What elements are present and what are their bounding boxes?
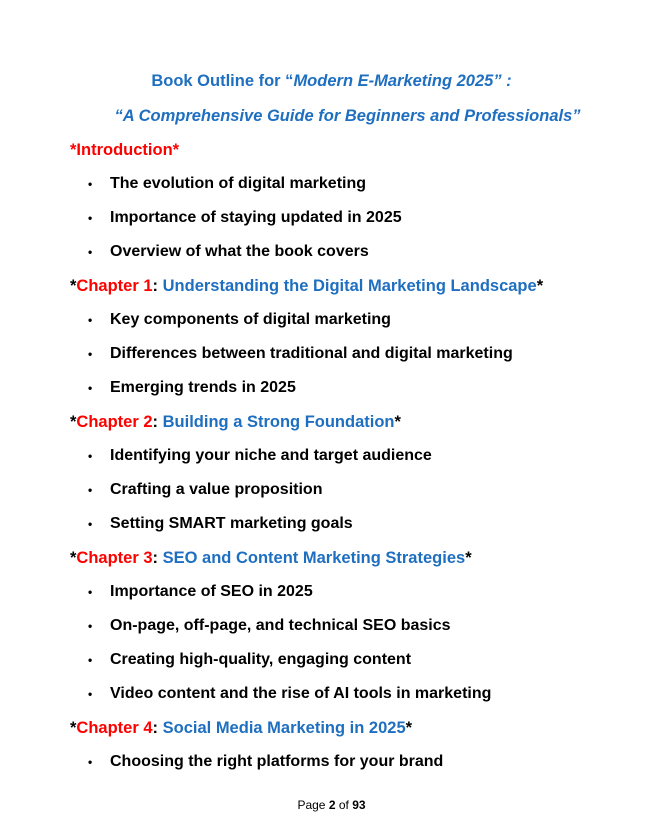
text-fragment: Chapter 2	[76, 413, 153, 431]
text-fragment: On-page, off-page, and technical SEO basics	[110, 617, 451, 634]
bullet-icon: •	[88, 312, 93, 327]
text-fragment: Creating high-quality, engaging content	[110, 651, 412, 668]
list-item	[88, 311, 391, 329]
book-subtitle: “A Comprehensive Guide for Beginners and Professionals”	[114, 107, 581, 125]
total-pages: 93	[352, 798, 366, 812]
text-fragment: :	[152, 719, 163, 737]
text-fragment: *	[70, 277, 77, 295]
section-heading-chapter-3	[70, 549, 472, 568]
text-fragment: *	[536, 277, 544, 295]
bullet-icon: •	[88, 584, 93, 599]
list-item	[88, 685, 491, 703]
text-fragment: Chapter 1	[76, 277, 153, 295]
bullet-icon: •	[88, 482, 93, 497]
list-item	[88, 243, 369, 261]
list-item	[88, 651, 411, 669]
list-item	[88, 175, 366, 193]
list-item	[88, 515, 353, 533]
bullet-icon: •	[88, 754, 93, 769]
text-fragment: Understanding the Digital Marketing Landscape	[162, 277, 537, 295]
list-item	[88, 447, 432, 465]
text-fragment: *	[394, 413, 401, 431]
bullet-icon: •	[88, 244, 93, 259]
title-prefix: Book Outline for “	[151, 72, 294, 90]
text-fragment: Chapter 3	[76, 549, 153, 567]
current-page: 2	[328, 798, 336, 812]
text-fragment: *	[405, 719, 413, 737]
section-heading-introduction: *Introduction*	[70, 141, 180, 159]
list-item	[88, 345, 513, 363]
text-fragment: Social Media Marketing in 2025	[162, 719, 406, 737]
text-fragment: Emerging trends in 2025	[110, 379, 296, 396]
text-fragment: Setting SMART marketing goals	[110, 515, 353, 532]
text-fragment: Choosing the right platforms for your brand	[110, 753, 444, 770]
text-fragment: Crafting a value proposition	[110, 481, 323, 498]
text-fragment: Video content and the rise of AI tools in marketing	[110, 685, 492, 702]
text-fragment: :	[152, 277, 163, 295]
section-heading-chapter-2	[70, 413, 401, 432]
bullet-icon: •	[88, 618, 93, 633]
text-fragment: Key components of digital marketing	[110, 311, 391, 328]
text-fragment: Identifying your niche and target audience	[110, 447, 432, 464]
text-fragment: Chapter 4	[76, 719, 153, 737]
list-item	[88, 481, 322, 499]
text-fragment: Importance of SEO in 2025	[110, 583, 313, 600]
list-item	[88, 617, 451, 635]
text-fragment: Page	[297, 798, 329, 812]
text-fragment: The evolution of digital marketing	[110, 175, 367, 192]
book-title: Modern E-Marketing 2025” :	[293, 72, 512, 90]
list-item	[88, 583, 313, 601]
text-fragment: *	[70, 413, 77, 431]
text-fragment: Building a Strong Foundation	[162, 413, 395, 431]
bullet-icon: •	[88, 176, 93, 191]
text-fragment: *	[70, 719, 77, 737]
bullet-icon: •	[88, 346, 93, 361]
section-heading-chapter-4	[70, 719, 412, 738]
bullet-icon: •	[88, 210, 93, 225]
list-item	[88, 753, 443, 771]
bullet-icon: •	[88, 380, 93, 395]
bullet-icon: •	[88, 448, 93, 463]
text-fragment: :	[152, 549, 163, 567]
bullet-icon: •	[88, 686, 93, 701]
text-fragment: Differences between traditional and digital marketing	[110, 345, 513, 362]
outline-title	[0, 72, 663, 91]
page-number-footer	[0, 798, 663, 812]
bullet-icon: •	[88, 516, 93, 531]
text-fragment: *	[465, 549, 472, 567]
text-fragment: of	[335, 798, 353, 812]
list-item	[88, 379, 296, 397]
section-heading-chapter-1	[70, 277, 543, 296]
text-fragment: Overview of what the book covers	[110, 243, 369, 260]
bullet-icon: •	[88, 652, 93, 667]
text-fragment: SEO and Content Marketing Strategies	[162, 549, 466, 567]
text-fragment: :	[152, 413, 163, 431]
text-fragment: Importance of staying updated in 2025	[110, 209, 402, 226]
list-item	[88, 209, 402, 227]
text-fragment: *	[70, 549, 77, 567]
